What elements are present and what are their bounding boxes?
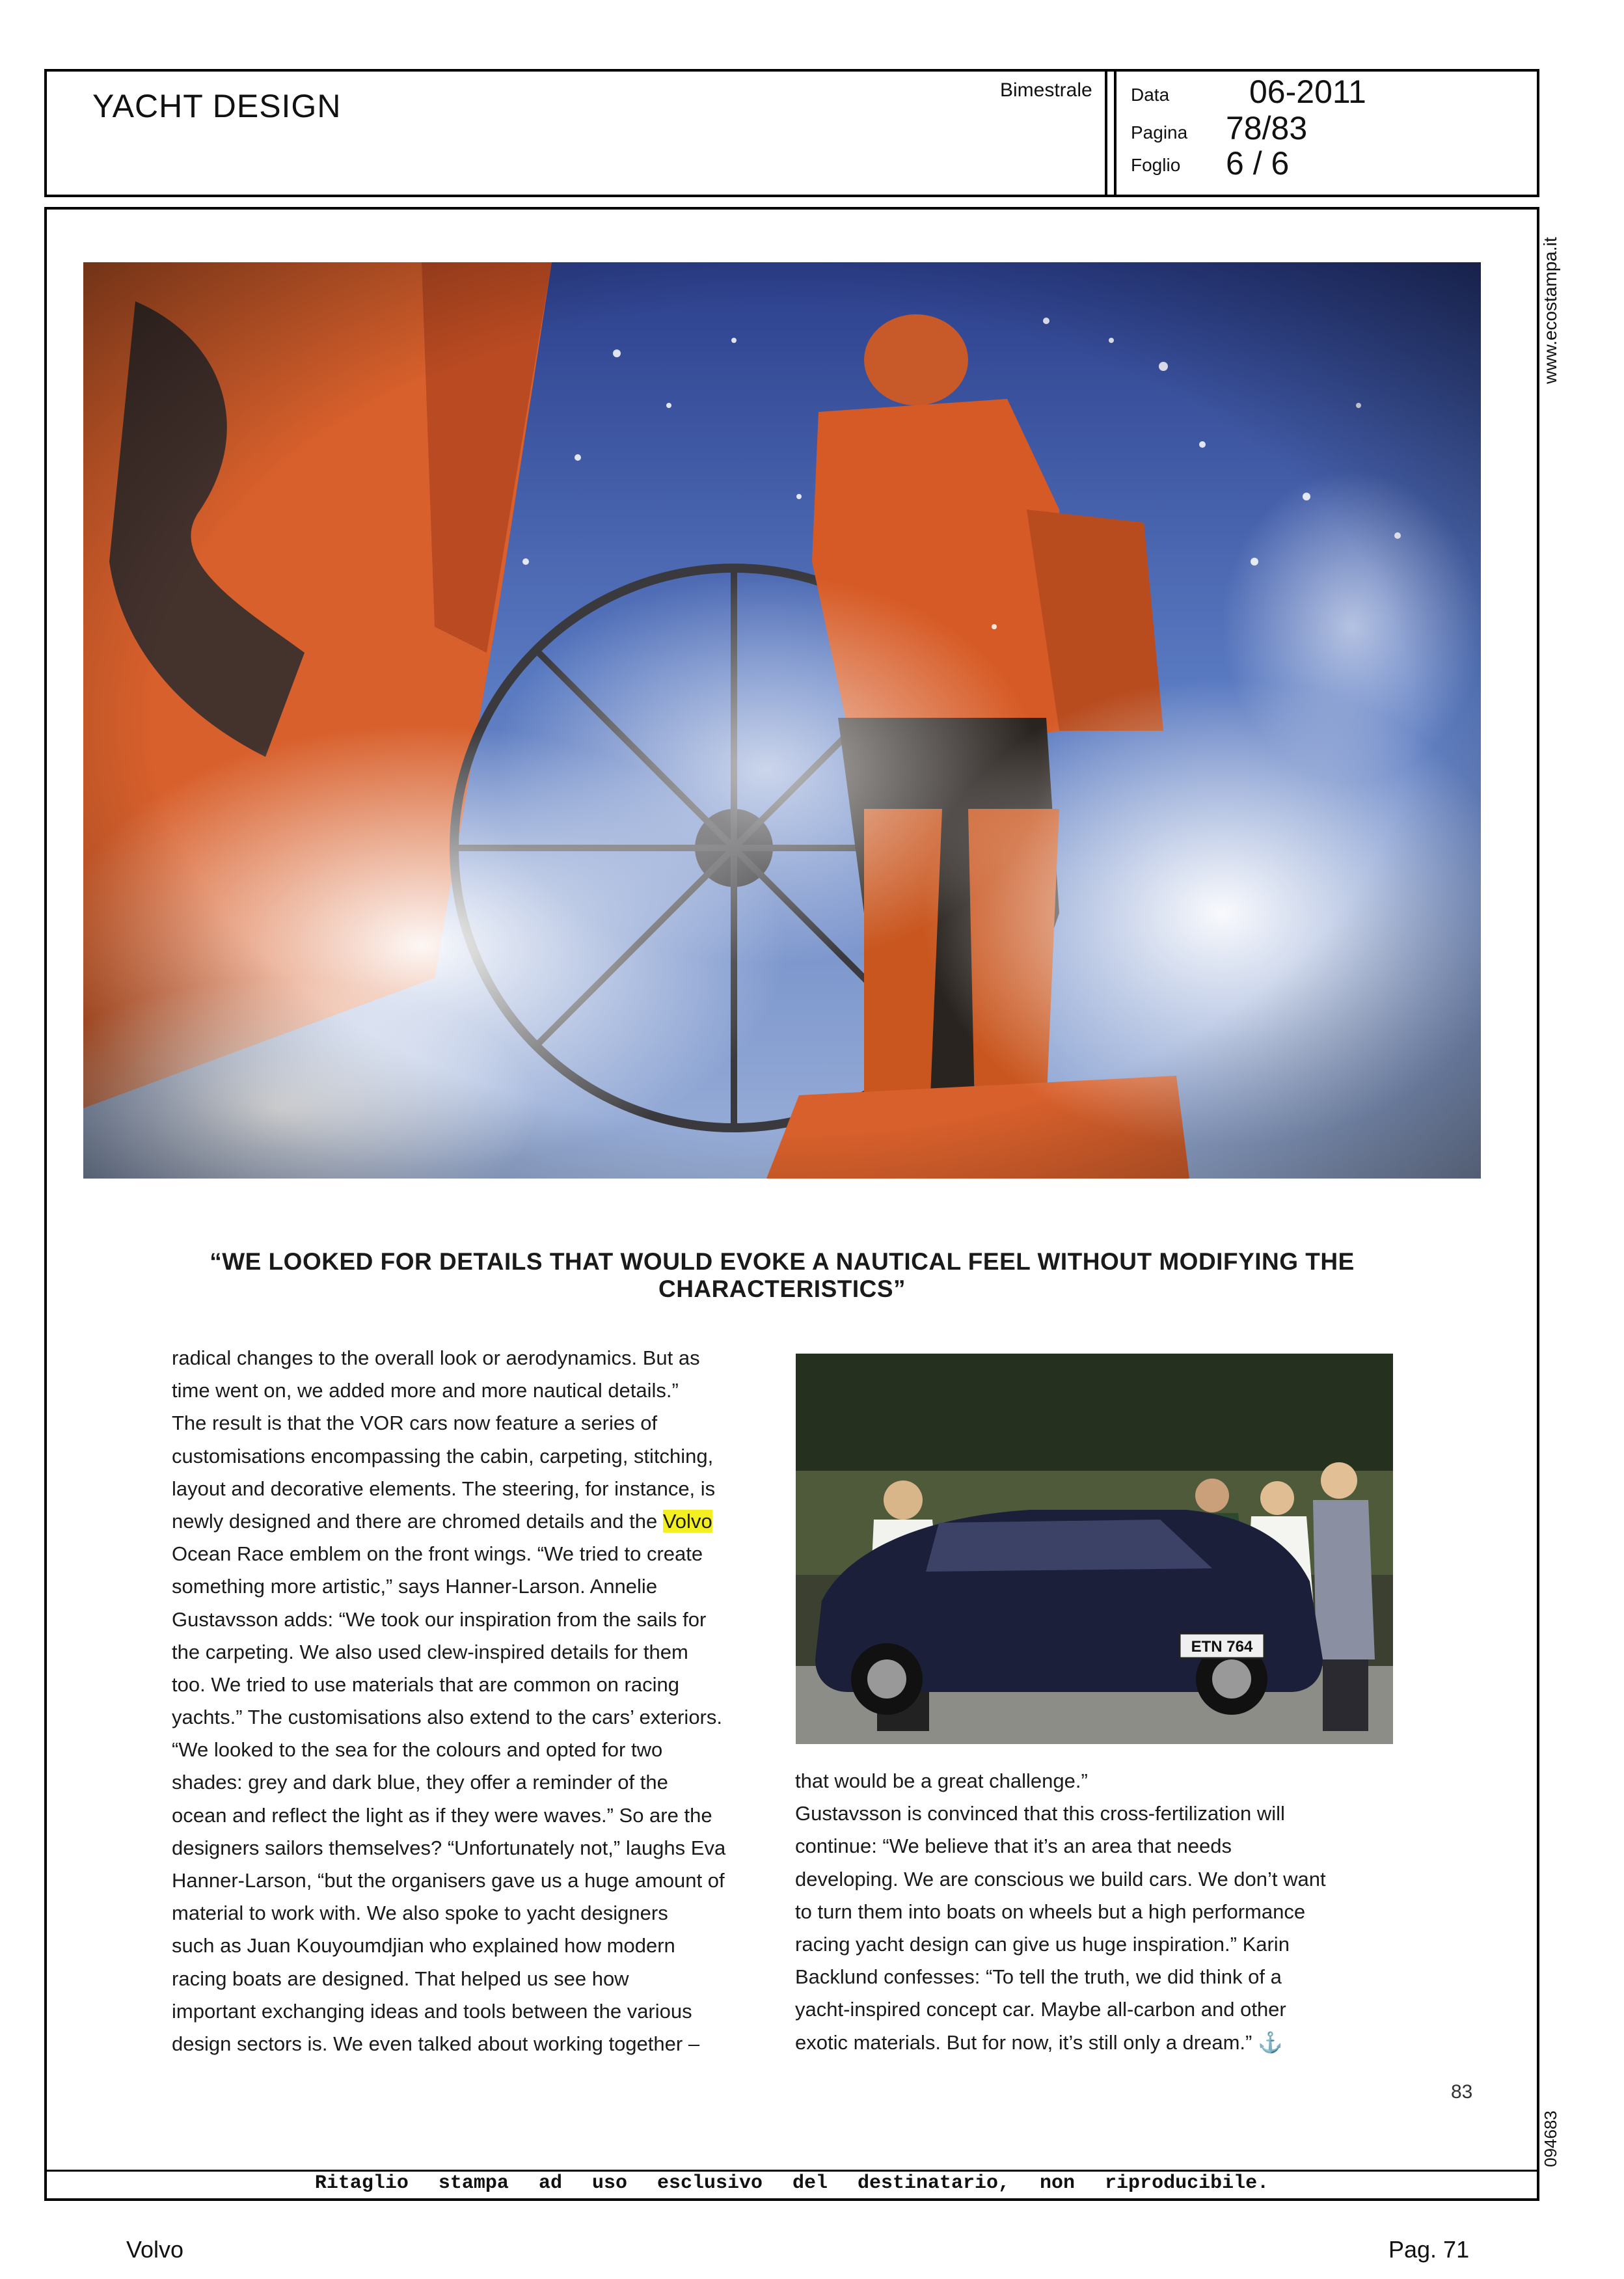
text-line: material to work with. We also spoke to yacht designers [172, 1902, 668, 1925]
text-line: shades: grey and dark blue, they offer a reminder of the [172, 1771, 668, 1794]
svg-text:www.ecostampa.it: www.ecostampa.it [1540, 237, 1560, 384]
text-line: that would be a great challenge.” [795, 1769, 1088, 1792]
text-line: racing yacht design can give us huge inspiration.” Karin [795, 1932, 1290, 1956]
frequency-label: Bimestrale [1000, 79, 1092, 101]
footer-divider [44, 2170, 1539, 2172]
text-line: customisations encompassing the cabin, carpeting, stitching, [172, 1444, 714, 1467]
text-segment: newly designed and there are chromed details and the [172, 1509, 658, 1533]
page-counter: Pag. 71 [1388, 2236, 1470, 2263]
text-line: yacht-inspired concept car. Maybe all-carbon and other [795, 1998, 1286, 2021]
page-number: 83 [1451, 2081, 1473, 2103]
text-line: “We looked to the sea for the colours and opted for two [172, 1738, 663, 1762]
reproduction-notice: Ritaglio stampa ad uso esclusivo del destinatario, non riproducibile. [314, 2172, 1269, 2194]
text-line: too. We tried to use materials that are common on racing [172, 1672, 679, 1696]
header-divider [1105, 69, 1107, 197]
data-label: Data [1131, 85, 1170, 105]
header-divider [1114, 69, 1116, 197]
text-line: Gustavsson is convinced that this cross-fertilization will [795, 1802, 1285, 1825]
text-line: racing boats are designed. That helped us see how [172, 1967, 629, 1990]
text-line: The result is that the VOR cars now feature a series of [172, 1412, 658, 1435]
foglio-value: 6 / 6 [1226, 145, 1290, 182]
side-code [1530, 2089, 1569, 2174]
text-line: time went on, we added more and more nautical details.” [172, 1379, 679, 1402]
text-line: ocean and reflect the light as if they were waves.” So are the [172, 1803, 712, 1827]
client-name: Volvo [126, 2236, 184, 2263]
foglio-label: Foglio [1131, 155, 1181, 175]
svg-text:094683: 094683 [1541, 2110, 1560, 2167]
publication-title: YACHT DESIGN [92, 88, 342, 124]
text-line: radical changes to the overall look or aerodynamics. But as [172, 1346, 700, 1369]
text-line: the carpeting. We also used clew-inspired details for them [172, 1640, 688, 1663]
text-line: developing. We are conscious we build cars. We don’t want [795, 1867, 1326, 1890]
sailing-photo [83, 262, 1481, 1179]
text-line: design sectors is. We even talked about working together – [172, 2032, 700, 2055]
article-right-column [795, 1765, 1326, 2059]
text-line: such as Juan Kouyoumdjian who explained how modern [172, 1934, 675, 1958]
pagina-label: Pagina [1131, 122, 1188, 143]
article-left-column [172, 1342, 725, 2060]
text-segment: exotic materials. But for now, it’s still only a dream.” [795, 2030, 1252, 2054]
text-line: something more artistic,” says Hanner-Larson. Annelie [172, 1575, 658, 1598]
text-line: to turn them into boats on wheels but a high performance [795, 1900, 1306, 1923]
text-line: continue: “We believe that it’s an area that needs [795, 1835, 1232, 1858]
license-plate: ETN 764 [1191, 1638, 1253, 1656]
text-line: layout and decorative elements. The steering, for instance, is [172, 1477, 716, 1500]
anchor-icon: ⚓ [1257, 2030, 1283, 2054]
text-line: yachts.” The customisations also extend to the cars’ exteriors. [172, 1706, 722, 1729]
text-line: Gustavsson adds: “We took our inspiration from the sails for [172, 1607, 707, 1631]
highlighted-keyword: Volvo [662, 1509, 712, 1533]
pull-quote: “WE LOOKED FOR DETAILS THAT WOULD EVOKE A NAUTICAL FEEL WITHOUT MODIFYING THE CHARACTERISTICS” [210, 1248, 1355, 1302]
designers-car-photo [796, 1354, 1393, 1744]
pagina-value: 78/83 [1226, 110, 1308, 146]
text-line-highlight [172, 1505, 725, 1538]
text-line: important exchanging ideas and tools between the various [172, 1999, 692, 2023]
text-line: Ocean Race emblem on the front wings. “We tried to create [172, 1542, 703, 1566]
text-line-end [795, 2027, 1326, 2059]
data-value: 06-2011 [1249, 74, 1366, 110]
text-line: designers sailors themselves? “Unfortunately not,” laughs Eva [172, 1836, 726, 1859]
text-line: Hanner-Larson, “but the organisers gave us a huge amount of [172, 1869, 725, 1892]
text-line: Backlund confesses: “To tell the truth, we did think of a [795, 1965, 1282, 1989]
side-url [1530, 221, 1569, 390]
